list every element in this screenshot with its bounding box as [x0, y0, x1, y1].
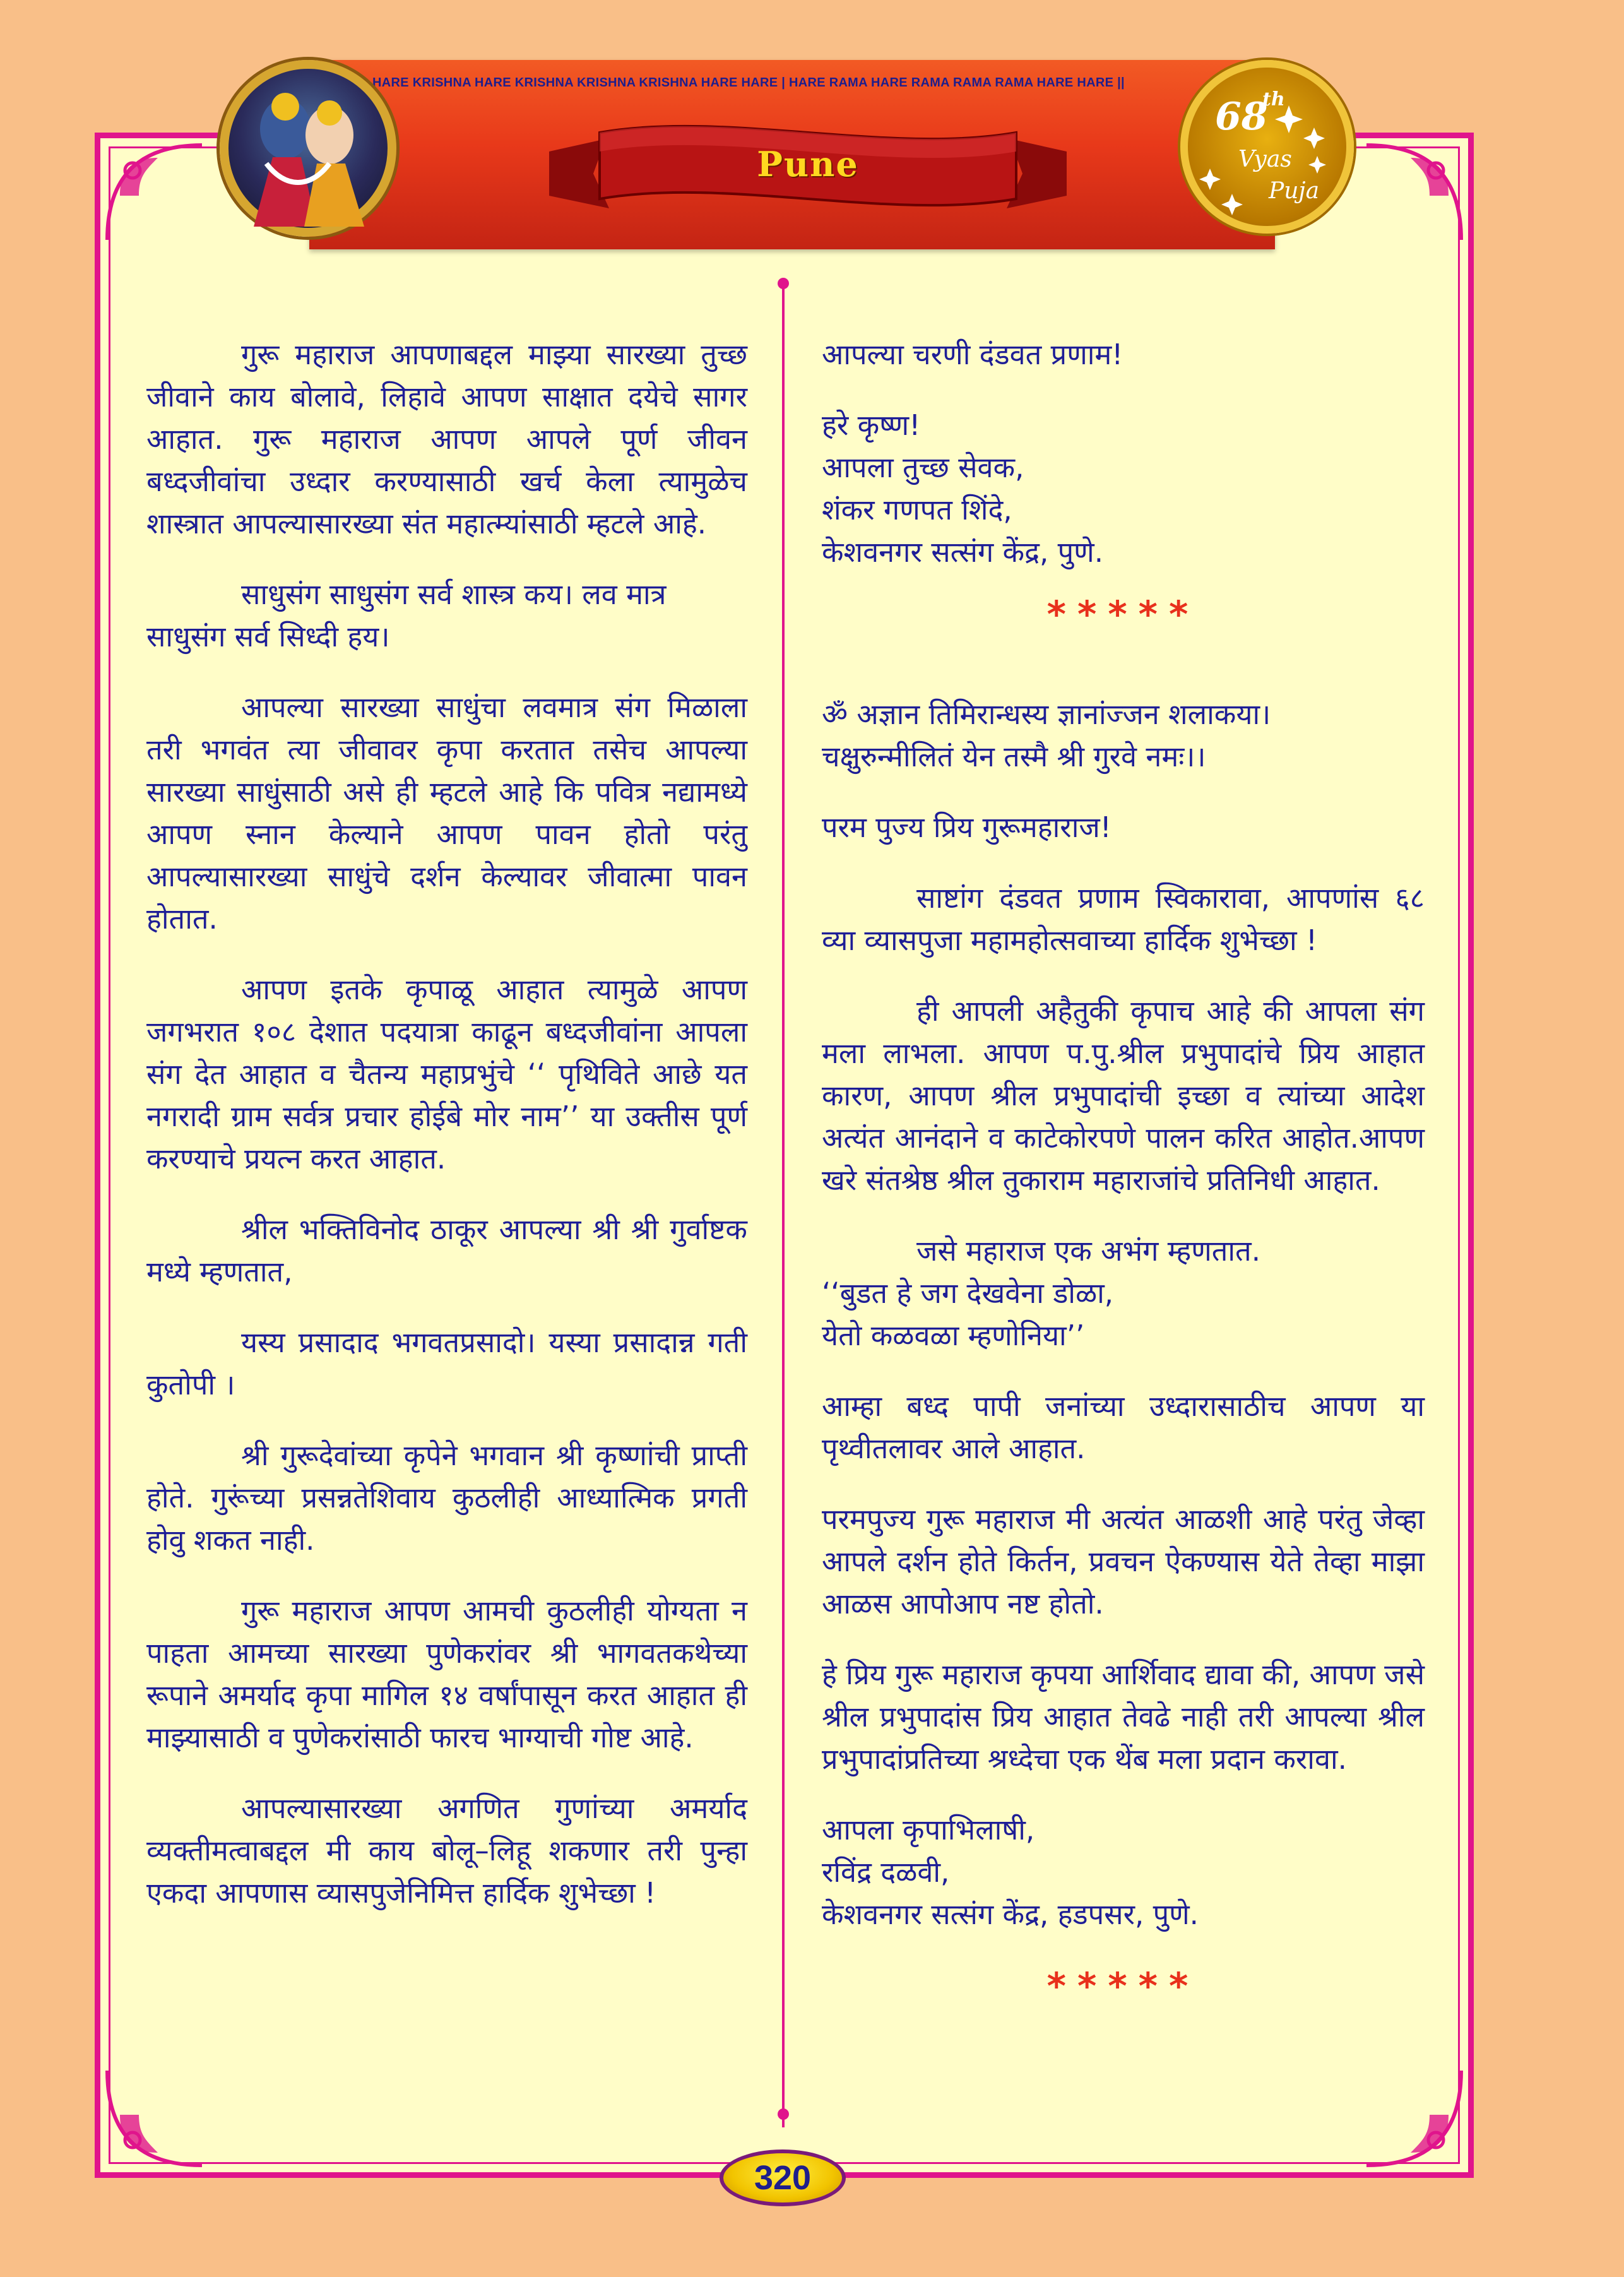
left-column — [146, 333, 747, 1942]
guru-shloka — [822, 693, 1425, 778]
signature-line: आपला तुच्छ सेवक, — [822, 451, 1024, 484]
abhang-quote — [822, 1230, 1425, 1357]
signature-line: शंकर गणपत शिंदे, — [822, 493, 1012, 526]
left-paragraph: आपण इतके कृपाळू आहात त्यामुळे आपण जगभरात १०८ देशात पदयात्रा काढून बध्दजीवांना आपला संग देत आहात व चैतन्य महाप्रभुंचे ‘‘ पृथिविते आछे यत नगरादी ग्राम सर्वत्र प्रचार होईबे मोर नाम’’ या उक्तीस पूर्ण करण्याचे प्रयत्न करत आहात. — [146, 973, 747, 1175]
page-number: 320 — [754, 2159, 812, 2197]
right-paragraph: आम्हा बध्द पापी जनांच्या उध्दारासाठीच आपण या पृथ्वीतलावर आले आहात. — [822, 1389, 1425, 1465]
right-paragraph: परमपुज्य गुरू महाराज मी अत्यंत आळशी आहे परंतु जेव्हा आपले दर्शन होते किर्तन, प्रवचन ऐकण्यास येते तेव्हा माझा आळस आपोआप नष्ट होतो. — [822, 1502, 1425, 1620]
corner-flourish-bottom-right-icon — [1360, 2064, 1467, 2172]
divider-dot-bottom — [778, 2108, 789, 2120]
divider-dot-top — [778, 278, 789, 289]
stars-separator: ***** — [1046, 593, 1200, 636]
abhang-line: जसे महाराज एक अभंग म्हणतात. — [916, 1234, 1261, 1268]
deity-image-icon — [228, 69, 388, 228]
right-paragraph: हे प्रिय गुरू महाराज कृपया आर्शिवाद द्यावा की, आपण जसे श्रील प्रभुपादांस प्रिय आहात तेवढे नाही तरी आपल्या श्रील प्रभुपादांप्रतिच्या श्रध्देचा एक थेंब मला प्रदान करावा. — [822, 1658, 1425, 1776]
signature-line: केशवनगर सत्संग केंद्र, हडपसर, पुणे. — [822, 1898, 1199, 1931]
deity-medallion — [220, 60, 396, 237]
badge-number: 68 — [1215, 95, 1268, 139]
left-paragraph: साधुसंग साधुसंग सर्व शास्त्र कय। लव मात्र साधुसंग सर्व सिध्दी हय। — [146, 578, 667, 653]
left-paragraph: आपल्यासारख्या अगणित गुणांच्या अमर्याद व्यक्तीमत्वाबद्दल मी काय बोलू–लिहू शकणार तरी पुन्हा एकदा आपणास व्यासपुजेनिमित्त हार्दिक शुभेच्छा ! — [146, 1792, 747, 1910]
salutation: परम पुज्य प्रिय गुरूमहाराज! — [822, 811, 1111, 844]
signature-line: हरे कृष्ण! — [822, 408, 921, 442]
left-paragraph: यस्य प्रसादाद भगवतप्रसादो। यस्या प्रसादान्न गती कुतोपी । — [146, 1326, 747, 1401]
abhang-line: ‘‘बुडत हे जग देखवेना डोळा, — [822, 1276, 1114, 1310]
column-divider — [782, 281, 785, 2127]
stars-separator: ***** — [1046, 1965, 1200, 2007]
signature-line: रविंद्र दळवी, — [822, 1855, 950, 1889]
signature-block-2 — [822, 1809, 1425, 1935]
left-paragraph: श्री गुरूदेवांच्या कृपेने भगवान श्री कृष्णांची प्राप्ती होते. गुरूंच्या प्रसन्नतेशिवाय कुठलीही आध्यात्मिक प्रगती होवु शकत नाही. — [146, 1439, 747, 1557]
left-paragraph: गुरू महाराज आपण आमची कुठलीही योग्यता न पाहता आमच्या सारख्या पुणेकरांवर श्री भागवतकथेच्या रूपाने अमर्याद कृपा मागिल १४ वर्षांपासून करत आहात ही माझ्यासाठी व पुणेकरांसाठी फारच भाग्याची गोष्ट आहे. — [146, 1594, 747, 1754]
signature-line: आपला कृपाभिलाषी, — [822, 1813, 1035, 1846]
corner-flourish-top-left-icon — [101, 139, 208, 246]
right-paragraph: साष्टांग दंडवत प्रणाम स्विकारावा, आपणांस ६८ व्या व्यासपुजा महामहोत्सवाच्या हार्दिक शुभेच्छा ! — [822, 881, 1425, 957]
ribbon-title: Pune — [757, 144, 859, 184]
right-column — [822, 333, 1425, 2008]
badge-word-vyas: Vyas — [1238, 146, 1292, 172]
shloka-line: ॐ अज्ञान तिमिरान्धस्य ज्ञानांज्जन शलाकया। — [822, 698, 1271, 731]
right-paragraph: ही आपली अहैतुकी कृपाच आहे की आपला संग मला लाभला. आपण प.पु.श्रील प्रभुपादांचे प्रिय आहात कारण, आपण श्रील प्रभुपादांची इच्छा व त्यांच्या आदेश अत्यंत आनंदाने व काटेकोरपणे पालन करित आहोत.आपण खरे संतश्रेष्ठ श्रील तुकाराम महाराजांचे प्रतिनिधी आहात. — [822, 994, 1425, 1197]
left-paragraph: श्रील भक्तिविनोद ठाकूर आपल्या श्री श्री गुर्वाष्टक मध्ये म्हणतात, — [146, 1213, 747, 1288]
left-paragraph: आपल्या सारख्या साधुंचा लवमात्र संग मिळाला तरी भगवंत त्या जीवावर कृपा करतात तसेच आपल्या सारख्या साधुंसाठी असे ही म्हटले आहे कि पवित्र नद्यामध्ये आपण स्नान केल्याने आपण पावन होतो परंतु आपल्यासारख्या साधुंचे दर्शन केल्यावर जीवात्मा पावन होतात. — [146, 691, 747, 936]
left-paragraph: गुरू महाराज आपणाबद्दल माझ्या सारख्या तुच्छ जीवाने काय बोलावे, लिहावे आपण साक्षात दयेचे सागर आहात. गुरू महाराज आपण आपले पूर्ण जीवन बध्दजीवांचा उध्दार करण्यासाठी खर्च केला त्यामुळेच शास्त्रात आपल्यासारख्या संत महात्म्यांसाठी म्हटले आहे. — [146, 338, 747, 540]
corner-flourish-top-right-icon — [1360, 139, 1467, 246]
badge-suffix: th — [1262, 88, 1285, 110]
header-mantra: HARE KRISHNA HARE KRISHNA KRISHNA KRISHNA HARE HARE | HARE RAMA HARE RAMA RAMA RAMA HARE HARE || — [372, 76, 1125, 90]
signature-line: केशवनगर सत्संग केंद्र, पुणे. — [822, 535, 1104, 569]
badge-word-puja: Puja — [1269, 178, 1320, 204]
signature-block-1 — [822, 404, 1425, 573]
abhang-line: येतो कळवळा म्हणोनिया’’ — [822, 1319, 1085, 1352]
shloka-line: चक्षुरुन्मीलितं येन तस्मै श्री गुरवे नमः।। — [822, 740, 1206, 773]
closing-line: आपल्या चरणी दंडवत प्रणाम! — [822, 338, 1123, 371]
corner-flourish-bottom-left-icon — [101, 2064, 208, 2172]
page-number-badge — [720, 2149, 846, 2206]
